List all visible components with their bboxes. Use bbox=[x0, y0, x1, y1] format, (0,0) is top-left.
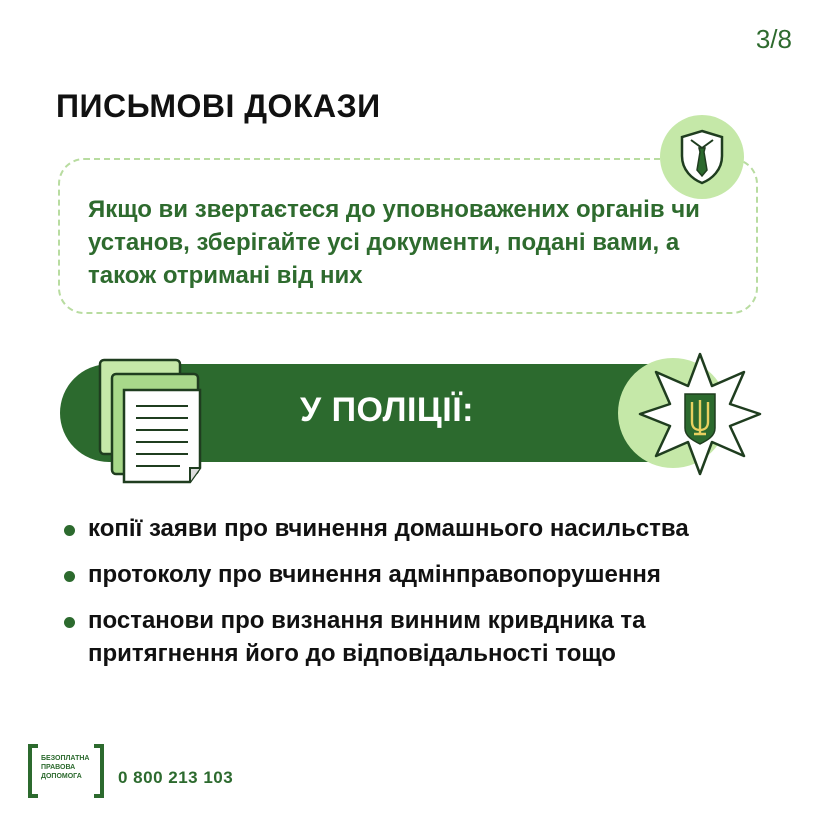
logo-text bbox=[41, 754, 93, 781]
logo-bracket-right bbox=[94, 744, 104, 798]
bullet-dot bbox=[64, 571, 75, 582]
logo-bracket-left bbox=[28, 744, 38, 798]
tie-badge-icon bbox=[660, 115, 744, 199]
list-item-text: протоколу про вчинення адмінправопорушення bbox=[88, 561, 661, 588]
logo-line: ПРАВОВА bbox=[41, 764, 76, 771]
list-item bbox=[62, 604, 802, 670]
evidence-list bbox=[62, 512, 802, 683]
info-text: Якщо ви звертаєтеся до уповноважених органів чи установ, зберігайте усі документи, подані вами, а також отримані від них bbox=[88, 196, 700, 289]
logo-line: ДОПОМОГА bbox=[41, 773, 82, 780]
bullet-dot bbox=[64, 617, 75, 628]
documents-icon bbox=[94, 356, 210, 492]
list-item bbox=[62, 512, 802, 545]
police-label: У ПОЛІЦІЇ: bbox=[300, 391, 474, 429]
page-title: ПИСЬМОВІ ДОКАЗИ bbox=[56, 88, 381, 124]
hotline-phone[interactable]: 0 800 213 103 bbox=[118, 768, 234, 787]
list-item-text: постанови про визнання винним кривдника та притягнення його до відповідальності тощо bbox=[88, 607, 646, 667]
page-number: 3/8 bbox=[755, 24, 792, 54]
legal-aid-logo bbox=[28, 744, 104, 802]
police-star-icon bbox=[636, 350, 764, 478]
logo-line: БЕЗОПЛАТНА bbox=[41, 755, 90, 762]
list-item-text: копії заяви про вчинення домашнього насильства bbox=[88, 515, 689, 542]
bullet-dot bbox=[64, 525, 75, 536]
trident-icon bbox=[685, 394, 715, 444]
list-item bbox=[62, 558, 802, 591]
